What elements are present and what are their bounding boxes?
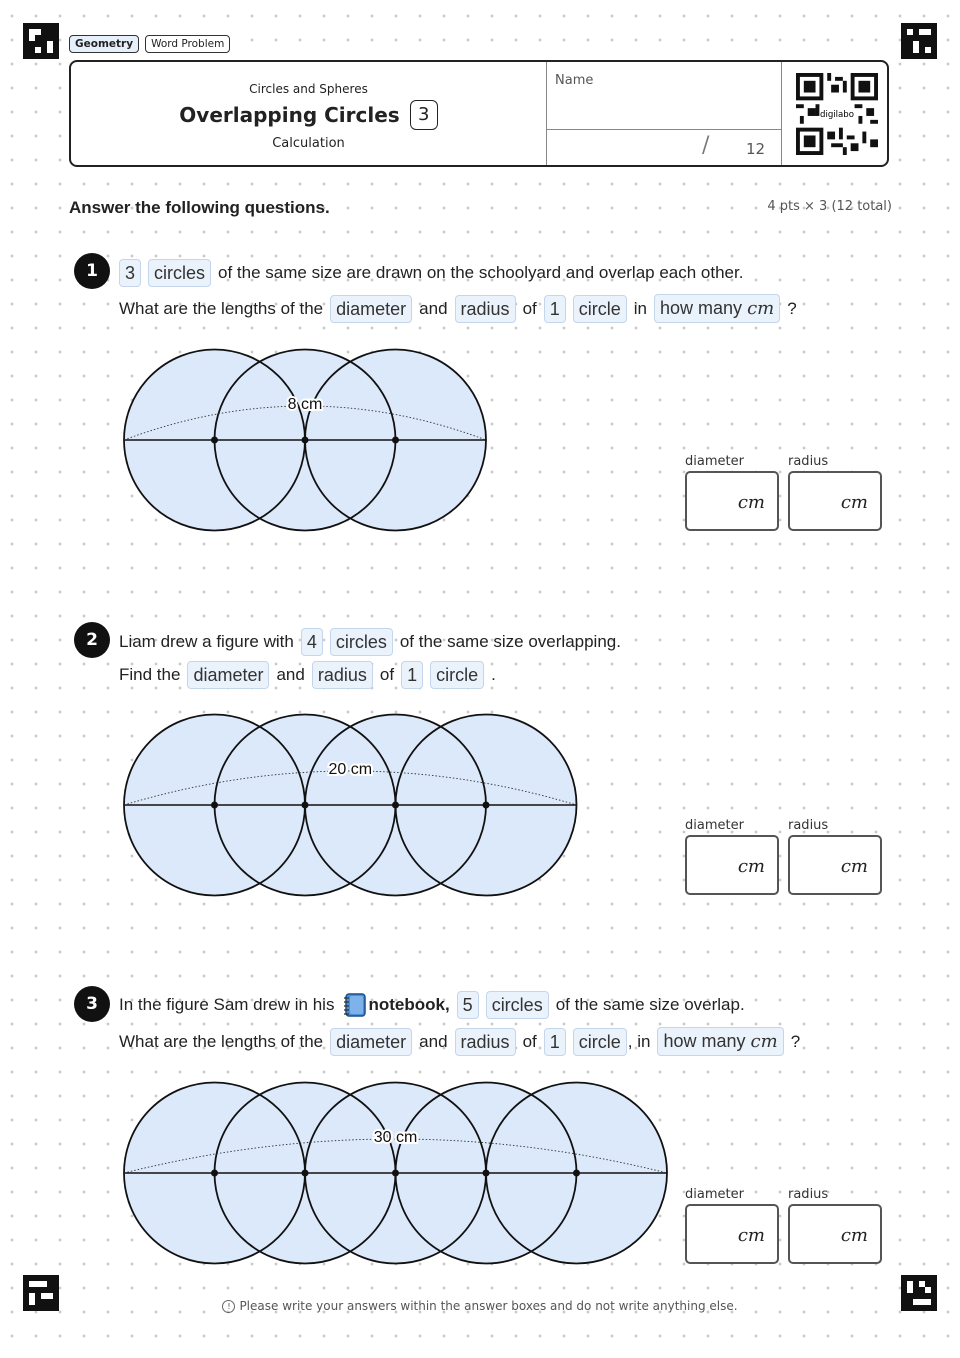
score-total: 12 bbox=[746, 140, 766, 158]
radius-label: radius bbox=[788, 454, 829, 469]
text: . bbox=[491, 665, 496, 684]
length-label: 20 cm bbox=[328, 761, 373, 778]
overlapping-circles-figure bbox=[110, 705, 590, 905]
score-field bbox=[546, 129, 781, 165]
points-info: 4 pts × 3 (12 total) bbox=[767, 199, 892, 214]
text: of bbox=[522, 1031, 537, 1051]
name-label: Name bbox=[555, 73, 594, 88]
text: Find the bbox=[119, 665, 181, 684]
center-point bbox=[392, 437, 399, 444]
text: and bbox=[276, 665, 305, 684]
text: of the same size overlap. bbox=[555, 995, 745, 1014]
qr-code-icon bbox=[796, 73, 878, 155]
center-point bbox=[211, 802, 218, 809]
overlapping-circles-figure bbox=[110, 1073, 680, 1273]
center-point bbox=[302, 802, 309, 809]
text: of bbox=[522, 298, 537, 318]
score-slash: / bbox=[702, 133, 710, 158]
diameter-label: diameter bbox=[685, 818, 744, 833]
center-point bbox=[211, 1170, 218, 1177]
radius-box: radius bbox=[312, 661, 373, 689]
one-box: 1 bbox=[544, 295, 566, 323]
worksheet-number: 3 bbox=[410, 100, 438, 130]
circle-box: circle bbox=[573, 1028, 627, 1056]
question-number: 3 bbox=[74, 986, 110, 1022]
question-text-line bbox=[119, 628, 628, 656]
text: What are the lengths of the bbox=[119, 298, 324, 318]
worksheet-header bbox=[69, 60, 889, 167]
subject: Circles and Spheres bbox=[249, 82, 368, 96]
how-many-box: how many cm bbox=[657, 1027, 783, 1056]
noun-box: circles bbox=[148, 259, 211, 287]
text: and bbox=[419, 298, 448, 318]
circle-box: circle bbox=[430, 661, 484, 689]
count-box: 5 bbox=[457, 991, 479, 1019]
question-text-line bbox=[119, 259, 750, 287]
page-title: Overlapping Circles bbox=[179, 103, 400, 127]
corner-marker-top-right bbox=[901, 23, 937, 59]
info-icon: ! bbox=[222, 1300, 235, 1313]
center-point bbox=[302, 1170, 309, 1177]
radius-label: radius bbox=[788, 1187, 829, 1202]
question-text-line bbox=[119, 661, 503, 689]
text: of the same size are drawn on the schoolyard and overlap each other. bbox=[218, 263, 744, 282]
text: , in bbox=[627, 1031, 651, 1051]
notebook-word: notebook, bbox=[368, 995, 450, 1014]
text: of bbox=[379, 665, 395, 684]
overlapping-circles-figure bbox=[110, 340, 500, 540]
title-block bbox=[71, 62, 547, 165]
count-box: 3 bbox=[119, 259, 141, 287]
text: In the figure Sam drew in his bbox=[119, 995, 335, 1014]
tag-list bbox=[69, 35, 230, 53]
qr-block bbox=[781, 62, 888, 165]
diameter-label: diameter bbox=[685, 454, 744, 469]
one-box: 1 bbox=[401, 661, 423, 689]
text: What are the lengths of the bbox=[119, 1031, 324, 1051]
circle-box: circle bbox=[573, 295, 627, 323]
text: in bbox=[633, 298, 648, 318]
diameter-box: diameter bbox=[330, 1028, 412, 1056]
question-text-line bbox=[119, 294, 804, 323]
question-text-line bbox=[119, 1027, 807, 1056]
text: Liam drew a figure with bbox=[119, 632, 294, 651]
diameter-answer-box[interactable]: cm bbox=[685, 1204, 779, 1264]
qr-label: digilabo bbox=[820, 110, 854, 121]
radius-answer-box[interactable]: cm bbox=[788, 1204, 882, 1264]
text: ? bbox=[790, 1031, 801, 1051]
diameter-answer-box[interactable]: cm bbox=[685, 835, 779, 895]
center-point bbox=[573, 1170, 580, 1177]
how-many-box: how many cm bbox=[654, 294, 780, 323]
question-text-line bbox=[119, 991, 752, 1019]
worksheet-kind: Calculation bbox=[272, 136, 345, 151]
footer-note bbox=[0, 1299, 960, 1313]
length-label: 8 cm bbox=[287, 396, 323, 413]
center-point bbox=[211, 437, 218, 444]
center-point bbox=[302, 437, 309, 444]
center-point bbox=[483, 1170, 490, 1177]
diameter-label: diameter bbox=[685, 1187, 744, 1202]
tag-geometry: Geometry bbox=[69, 35, 139, 53]
length-label: 30 cm bbox=[373, 1129, 418, 1146]
diameter-box: diameter bbox=[187, 661, 269, 689]
radius-answer-box[interactable]: cm bbox=[788, 835, 882, 895]
diameter-answer-box[interactable]: cm bbox=[685, 471, 779, 531]
one-box: 1 bbox=[544, 1028, 566, 1056]
text: and bbox=[419, 1031, 448, 1051]
text: of the same size overlapping. bbox=[399, 632, 621, 651]
footer-text: Please write your answers within the answer boxes and do not write anything else. bbox=[239, 1299, 738, 1313]
center-point bbox=[392, 802, 399, 809]
question-number: 2 bbox=[74, 622, 110, 658]
question-number: 1 bbox=[74, 253, 110, 289]
radius-label: radius bbox=[788, 818, 829, 833]
radius-answer-box[interactable]: cm bbox=[788, 471, 882, 531]
noun-box: circles bbox=[486, 991, 549, 1019]
noun-box: circles bbox=[330, 628, 393, 656]
count-box: 4 bbox=[301, 628, 323, 656]
instructions: Answer the following questions. bbox=[69, 198, 330, 217]
center-point bbox=[392, 1170, 399, 1177]
notebook-icon bbox=[341, 992, 367, 1018]
center-point bbox=[483, 802, 490, 809]
text: ? bbox=[787, 298, 797, 318]
tag-word-problem: Word Problem bbox=[145, 35, 230, 53]
radius-box: radius bbox=[455, 1028, 516, 1056]
radius-box: radius bbox=[455, 295, 516, 323]
diameter-box: diameter bbox=[330, 295, 412, 323]
name-field[interactable] bbox=[546, 62, 781, 130]
corner-marker-top-left bbox=[23, 23, 59, 59]
